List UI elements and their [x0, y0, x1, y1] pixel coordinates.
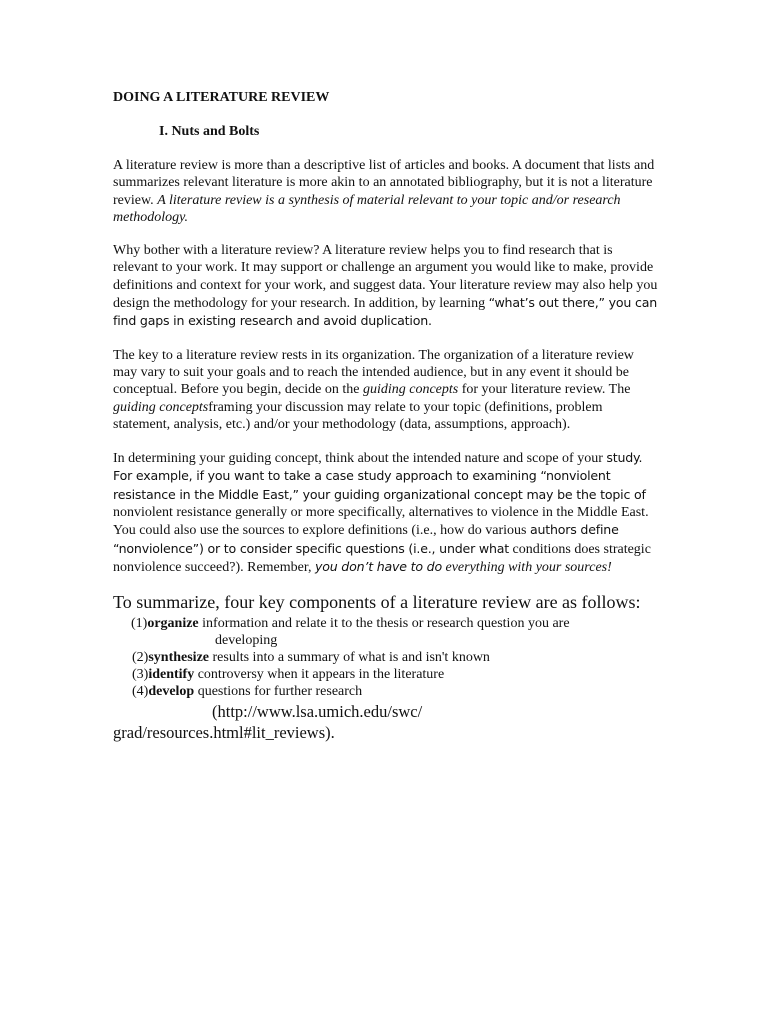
item-continuation: developing — [215, 633, 278, 649]
reference-citation — [113, 701, 658, 743]
list-item — [132, 683, 658, 700]
item-number: (4) — [132, 684, 149, 700]
paragraph-text: framing your discussion may relate to your topic (definitions, problem statement, analysis, etc.) and/or your methodology (data, assumptions, approach). — [113, 399, 603, 432]
item-text: results into a summary of what is and isn't known — [209, 650, 490, 666]
summary-heading: To summarize, four key components of a literature review are as follows: — [113, 592, 641, 613]
document-title: DOING A LITERATURE REVIEW — [113, 90, 330, 105]
paragraph-text: nonviolent resistance generally or more specifically, alternatives to violence in the Middle East. You could also use the sources to explore definitions (i.e., how do various — [113, 505, 649, 539]
section-heading: I. Nuts and Bolts — [159, 124, 260, 139]
paragraph-text: conditions does strategic nonviolence succeed?). Remember, — [113, 541, 651, 575]
list-item — [132, 649, 658, 666]
list-item — [131, 615, 658, 649]
paragraph-text-alt-font: study. For example, if you want to take a case study approach to examining “nonviolent resistance in the Middle East,” your guiding organizational concept may be the topic of — [113, 450, 646, 502]
paragraph-text: Why bother with a literature review? A literature review helps you to find research that is relevant to your work. It may support or challenge an argument you would like to make, provide definitions and context for your work, and suggest data. Your literature review may also help you design the methodology for your research. In addition, by learning — [113, 243, 658, 312]
item-number: (1) — [131, 616, 148, 632]
paragraph-text: The key to a literature review rests in its organization. The organization of a literature review may vary to suit your goals and to reach the intended audience, but in any event it should be conceptual. Before you begin, decide on the — [113, 347, 634, 398]
emphasis-text: A literature review is a synthesis of material relevant to your topic and/or research methodology. — [113, 192, 621, 225]
item-text: controversy when it appears in the literature — [194, 667, 445, 683]
item-number: (3) — [132, 667, 149, 683]
paragraph-text: for your literature review. The — [458, 382, 631, 398]
item-term: identify — [148, 667, 195, 683]
paragraph-text: A literature review is more than a descriptive list of articles and books. A document that lists and summarizes relevant literature is more akin to an annotated bibliography, but it is not a literature review. — [113, 158, 655, 208]
document-body — [113, 89, 658, 743]
list-item — [132, 666, 658, 683]
item-term: organize — [147, 616, 199, 632]
paragraph-text-alt-font: “what’s out there,” you can find gaps in existing research and avoid duplication. — [113, 295, 657, 329]
item-term: develop — [148, 684, 195, 700]
paragraph-guiding-concept — [113, 449, 658, 576]
emphasis-text: guiding concepts — [113, 399, 209, 415]
emphasis-text: everything with your sources! — [442, 559, 612, 575]
paragraph-text-alt-font: authors define “nonviolence”) or to consider specific questions (i.e., under what — [113, 522, 619, 556]
paragraph-organization — [113, 347, 658, 433]
reference-line: grad/resources.html#lit_reviews). — [113, 723, 335, 743]
item-text: questions for further research — [194, 684, 363, 700]
paragraph-why — [113, 242, 658, 330]
paragraph-definition — [113, 157, 658, 226]
item-text: information and relate it to the thesis or research question you are — [198, 616, 570, 632]
reference-line: (http://www.lsa.umich.edu/swc/ — [212, 702, 423, 722]
components-list — [113, 615, 658, 700]
emphasis-text-alt-font: you don’t have to do — [314, 558, 442, 574]
item-number: (2) — [132, 650, 149, 666]
emphasis-text: guiding concepts — [362, 382, 459, 398]
paragraph-text: In determining your guiding concept, think about the intended nature and scope of your — [113, 451, 607, 467]
item-term: synthesize — [148, 650, 209, 666]
